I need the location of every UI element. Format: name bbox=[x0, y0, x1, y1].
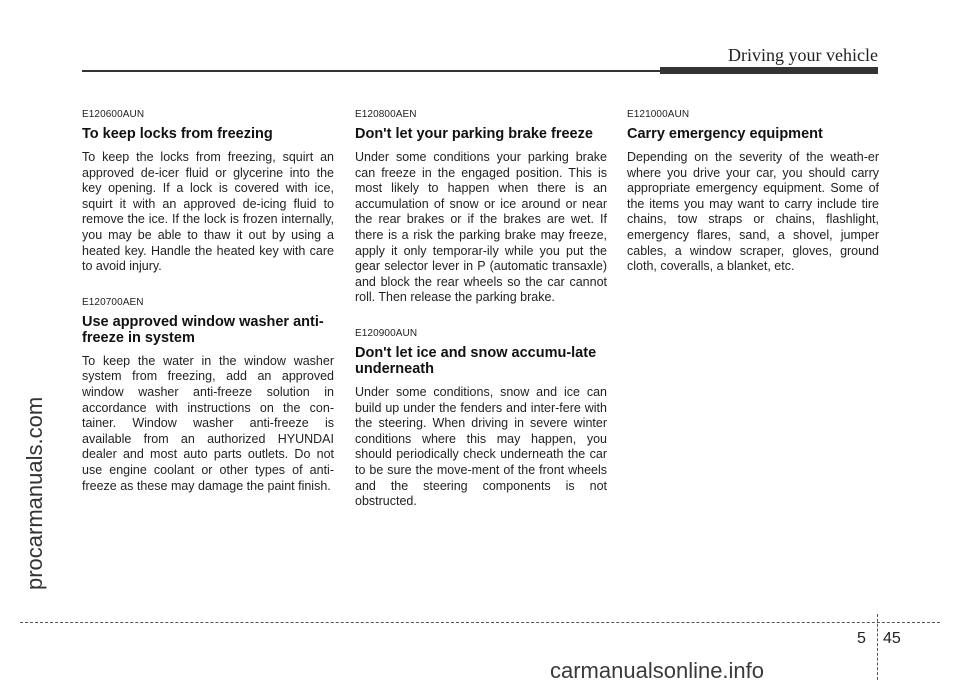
section-code: E120800AEN bbox=[355, 109, 417, 120]
header-title: Driving your vehicle bbox=[728, 45, 878, 65]
section-ice-snow bbox=[355, 328, 607, 510]
section-lock-freezing bbox=[82, 109, 334, 275]
section-body: To keep the water in the window washer system from freezing, add an approved window washer anti-freeze solution in accordance with instructions on the con-tainer. Window washer anti-freeze is available from an authorized HYUNDAI dealer and most auto parts outlets. Do not use engine coolant or other types of anti-freeze as these may damage the paint finish. bbox=[82, 353, 334, 493]
section-code: E120700AEN bbox=[82, 296, 144, 308]
section-heading: Don't let ice and snow accumu-late underneath bbox=[355, 344, 597, 377]
section-code: E120600AUN bbox=[82, 109, 145, 120]
section-heading: To keep locks from freezing bbox=[82, 126, 273, 142]
section-code: E120900AUN bbox=[355, 327, 418, 339]
side-watermark: procarmanuals.com bbox=[22, 396, 47, 590]
footer-page-number: 45 bbox=[883, 630, 901, 647]
section-emergency-equipment bbox=[627, 109, 879, 275]
bottom-watermark: carmanualsonline.info bbox=[550, 658, 765, 683]
section-heading: Don't let your parking brake freeze bbox=[355, 126, 593, 142]
column-1 bbox=[82, 109, 334, 516]
header-bar bbox=[660, 67, 878, 74]
section-body: Under some conditions, snow and ice can build up under the fenders and inter-fere with the steering. When driving in severe winter conditions where this may happen, you should periodically check underneath the car to be sure the move-ment of the front wheels and the steering components is not obstructed. bbox=[355, 384, 607, 509]
section-washer-antifreeze bbox=[82, 297, 334, 494]
column-3 bbox=[627, 109, 879, 297]
section-parking-brake bbox=[355, 109, 607, 306]
header-rule bbox=[82, 70, 660, 72]
footer-rule bbox=[20, 622, 940, 623]
footer-divider bbox=[877, 614, 878, 680]
column-2 bbox=[355, 109, 607, 532]
section-heading: Carry emergency equipment bbox=[627, 126, 823, 142]
section-heading: Use approved window washer anti-freeze in system bbox=[82, 313, 324, 346]
section-body: Under some conditions your parking brake can freeze in the engaged position. This is most likely to happen when there is an accumulation of snow or ice around or near the rear brakes or if the brakes are wet. If there is a risk the parking brake may freeze, apply it only temporar-ily while you put the gear selector lever in P (automatic transaxle) and block the rear wheels so the car cannot roll. Then release the parking brake. bbox=[355, 150, 607, 305]
footer-chapter-number: 5 bbox=[857, 630, 866, 647]
section-body: To keep the locks from freezing, squirt an approved de-icer fluid or glycerine into the key opening. If a lock is covered with ice, squirt it with an approved de-icing fluid to remove the ice. If the lock is frozen internally, you may be able to thaw it out by using a heated key. Handle the heated key with care to avoid injury. bbox=[82, 150, 334, 274]
section-code: E121000AUN bbox=[627, 109, 690, 120]
section-body: Depending on the severity of the weath-er where you drive your car, you should carry appropriate emergency equipment. Some of the items you may want to carry include tire chains, tow straps or chains, flashlight, emergency flares, sand, a shovel, jumper cables, a window scraper, gloves, ground cloth, coveralls, a blanket, etc. bbox=[627, 150, 879, 274]
